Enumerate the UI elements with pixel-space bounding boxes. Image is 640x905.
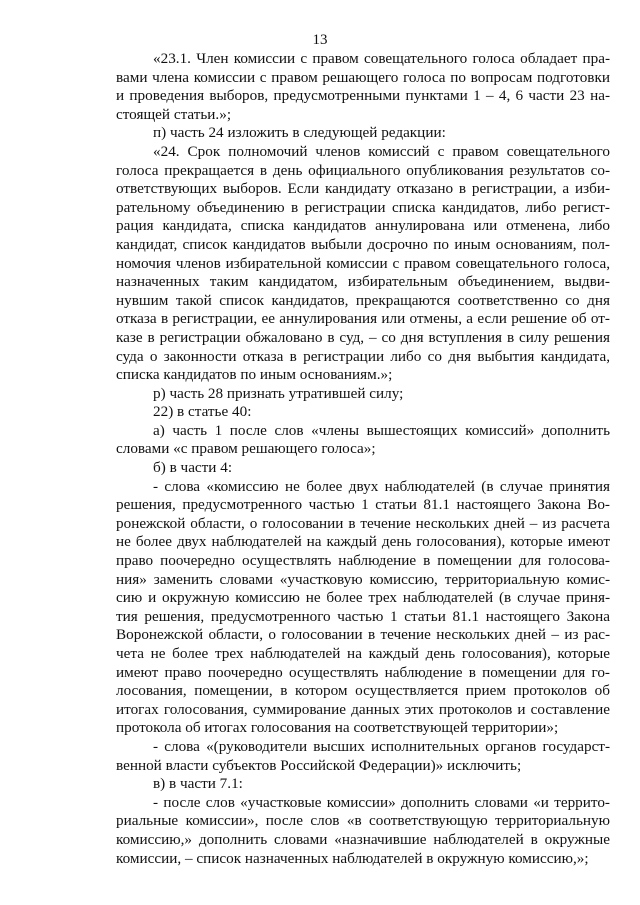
text-line: риальные комиссии», после слов «в соответствующую территориальную: [116, 812, 610, 830]
text-line: отказа в регистрации, ее аннулирования или отмены, а если решение об от-: [116, 310, 610, 328]
text-line: рация кандидата, списка кандидатов аннулирована или отменена, либо: [116, 217, 610, 235]
text-line: суда о законности отказа в регистрации либо со дня выбытия кандидата,: [116, 347, 610, 365]
text-line: протокола об итогах голосования на соответствующей территории»;: [116, 719, 559, 737]
text-line: Воронежской области, о голосовании в течение нескольких дней – из рас-: [116, 626, 610, 644]
text-line: «24. Срок полномочий членов комиссий с правом совещательного: [153, 142, 610, 160]
text-line: списка кандидатов по иным основаниям.»;: [116, 366, 393, 384]
text-line: а) часть 1 после слов «члены вышестоящих комиссий» дополнить: [153, 421, 610, 439]
text-line: решения, предусмотренного частью 1 статьи 81.1 настоящего Закона Во-: [116, 496, 610, 514]
text-line: сию и окружную комиссию не более трех наблюдателей (в случае приня-: [116, 589, 610, 607]
text-line: ронежской области, о голосовании в течение нескольких дней – из расчета: [116, 514, 610, 532]
text-line: 22) в статье 40:: [153, 403, 252, 421]
text-line: номочия членов избирательной комиссии с правом совещательного голоса,: [116, 254, 610, 272]
text-line: р) часть 28 признать утратившей силу;: [153, 384, 404, 402]
text-line: «23.1. Член комиссии с правом совещательного голоса обладает пра-: [153, 50, 610, 67]
text-line: в) в части 7.1:: [153, 775, 243, 793]
document-text: [116, 50, 610, 868]
text-line: итогах голосования, суммирование данных этих протоколов и составление: [116, 700, 610, 718]
text-line: - слова «(руководители высших исполнительных органов государст-: [153, 737, 610, 755]
text-line: словами «с правом решающего голоса»;: [116, 440, 376, 458]
text-line: вами члена комиссии с правом решающего голоса по вопросам подготовки: [116, 68, 610, 86]
text-line: - после слов «участковые комиссии» дополнить словами «и террито-: [153, 793, 610, 811]
text-line: тия решения, предусмотренного частью 1 статьи 81.1 настоящего Закона: [116, 607, 610, 625]
text-line: б) в части 4:: [153, 459, 233, 477]
text-line: комиссию,» дополнить словами «назначившие наблюдателей в окружные: [116, 830, 610, 848]
text-line: чета не более трех наблюдателей на каждый день голосования), которые: [116, 645, 610, 662]
text-line: не более двух наблюдателей на каждый день голосования), которые имеют: [116, 533, 610, 551]
text-line: кандидат, список кандидатов выбыли досрочно по иным основаниям, пол-: [116, 235, 610, 253]
text-line: п) часть 24 изложить в следующей редакции:: [153, 124, 446, 142]
page-number: 13: [312, 32, 328, 48]
text-line: имеют право поочередно осуществлять наблюдение в помещении для го-: [116, 663, 610, 681]
text-line: ния» заменить словами «участковую комиссию, территориальную комис-: [116, 570, 610, 588]
text-line: - слова «комиссию не более двух наблюдателей (в случае принятия: [153, 477, 610, 495]
text-line: ответствующих выборов. Если кандидату отказано в регистрации, а изби-: [116, 180, 610, 198]
text-line: стоящей статьи.»;: [116, 105, 232, 123]
text-line: нувшим такой список кандидатов, прекращаются соответственно со дня: [116, 291, 610, 309]
text-line: и проведения выборов, предусмотренными пунктами 1 – 4, 6 части 23 на-: [116, 87, 610, 105]
text-line: казе в регистрации обжаловано в суд, – со дня вступления в силу решения: [116, 328, 610, 346]
text-line: назначенных таким кандидатом, избирательным объединением, выдви-: [116, 273, 610, 291]
text-line: голоса прекращается в день официального опубликования результатов со-: [116, 161, 610, 179]
text-line: лосования, помещении, в котором осуществляется прием протоколов об: [116, 682, 610, 700]
text-line: венной власти субъектов Российской Федерации)» исключить;: [116, 756, 522, 774]
text-line: право поочередно осуществлять наблюдение в помещении для голосова-: [116, 552, 610, 570]
text-line: рательному объединению в регистрации списка кандидатов, либо регист-: [116, 198, 610, 216]
text-line: комиссии, – список назначенных наблюдателей в окружную комиссию,»;: [116, 849, 589, 867]
